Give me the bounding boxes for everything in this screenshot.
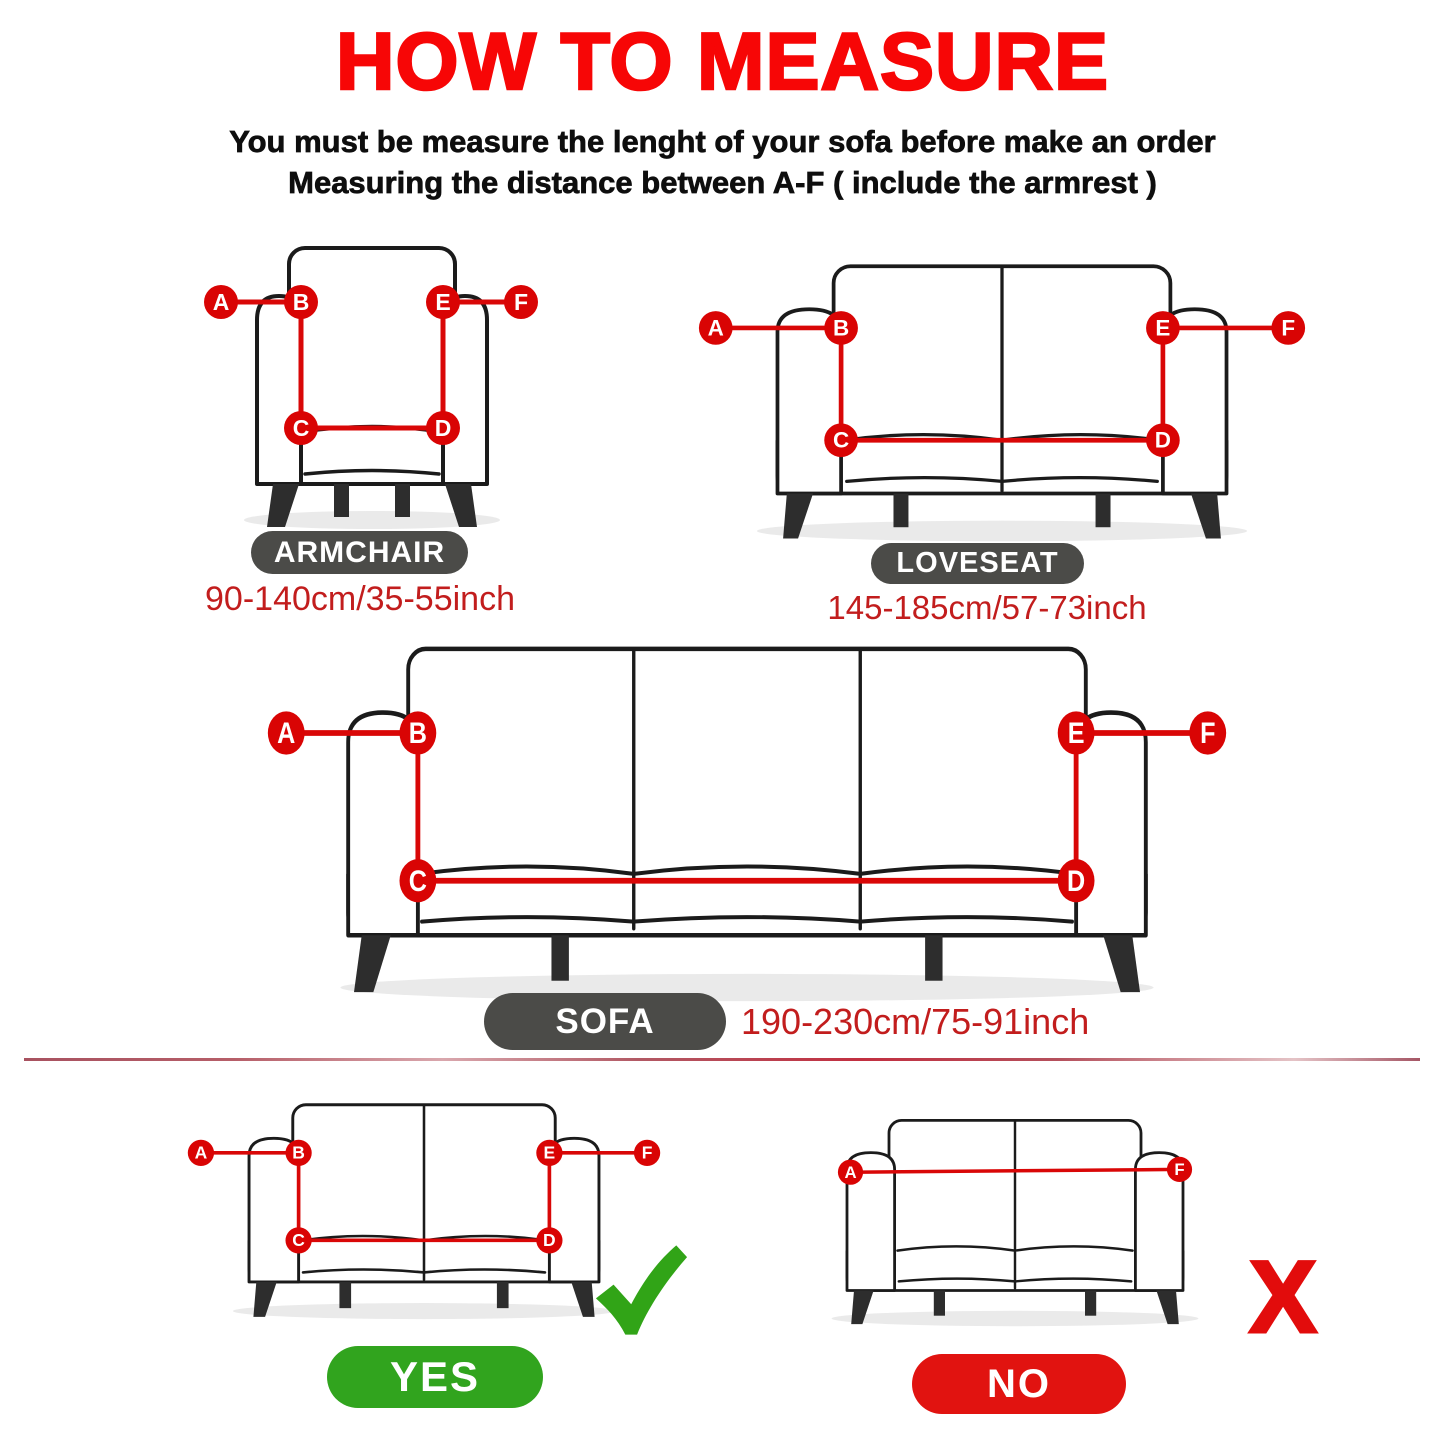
measure-marker-d: [426, 411, 460, 445]
sofa-label-pill: [484, 993, 726, 1050]
svg-text:F: F: [1174, 1160, 1185, 1179]
checkmark-icon: [592, 1243, 690, 1338]
measure-marker-c: [824, 423, 858, 457]
svg-text:A: A: [707, 315, 724, 341]
section-divider: [24, 1058, 1420, 1061]
measure-marker-b: [285, 1140, 311, 1166]
svg-text:D: D: [1154, 427, 1172, 453]
yes-pill: [327, 1346, 543, 1408]
svg-text:A: A: [212, 289, 230, 315]
svg-text:B: B: [292, 1142, 305, 1163]
svg-text:C: C: [408, 864, 427, 898]
svg-text:B: B: [292, 289, 310, 315]
armchair-size-range: 90-140cm/35-55inch: [205, 580, 515, 618]
svg-text:F: F: [1281, 315, 1296, 341]
svg-text:A: A: [844, 1162, 857, 1182]
measure-marker-f: [1167, 1157, 1192, 1182]
incorrect-measure-diagram: [784, 1112, 1246, 1329]
svg-text:F: F: [641, 1142, 653, 1163]
measure-marker-e: [1146, 311, 1180, 345]
measure-marker-c: [284, 411, 318, 445]
subtitle: [0, 121, 1445, 203]
svg-text:D: D: [543, 1230, 556, 1251]
armchair-diagram: [197, 236, 547, 531]
loveseat-label: LOVESEAT: [896, 547, 1059, 579]
sofa-diagram: [263, 633, 1231, 1008]
measure-marker-f: [634, 1140, 660, 1166]
svg-text:E: E: [435, 289, 451, 315]
x-mark-icon: X: [1248, 1240, 1318, 1354]
measure-marker-a: [699, 311, 733, 345]
yes-label: YES: [389, 1353, 481, 1400]
measure-marker-a: [204, 285, 238, 319]
measure-marker-f: [1271, 311, 1305, 345]
measure-marker-c: [285, 1227, 311, 1253]
svg-text:D: D: [434, 415, 452, 441]
measure-marker-f: [1189, 711, 1226, 754]
svg-text:F: F: [513, 289, 529, 315]
loveseat-label-pill: [871, 543, 1084, 584]
measure-marker-b: [399, 711, 436, 754]
measure-marker-e: [536, 1140, 562, 1166]
svg-text:C: C: [292, 415, 310, 441]
measure-marker-e: [426, 285, 460, 319]
page-title: HOW TO MEASURE: [335, 17, 1110, 107]
subtitle-line-1: You must be measure the lenght of your sofa before make an order: [229, 124, 1216, 159]
armchair-label-pill: [251, 531, 468, 574]
measure-marker-b: [284, 285, 318, 319]
measure-marker-d: [1146, 423, 1180, 457]
svg-text:B: B: [832, 315, 850, 341]
sofa-size-range: 190-230cm/75-91inch: [741, 1001, 1090, 1042]
measure-marker-c: [399, 859, 436, 902]
svg-text:A: A: [194, 1142, 208, 1163]
svg-text:C: C: [832, 427, 850, 453]
measure-marker-b: [824, 311, 858, 345]
measure-marker-d: [536, 1227, 562, 1253]
measure-marker-f: [504, 285, 538, 319]
measure-marker-d: [1058, 859, 1095, 902]
measure-marker-a: [838, 1160, 863, 1185]
svg-text:B: B: [408, 716, 427, 750]
svg-text:D: D: [1067, 864, 1086, 898]
no-pill: [912, 1354, 1126, 1414]
svg-text:C: C: [292, 1230, 305, 1251]
svg-text:E: E: [543, 1142, 556, 1163]
armchair-label: ARMCHAIR: [273, 535, 446, 569]
svg-text:F: F: [1200, 716, 1216, 750]
svg-text:E: E: [1155, 315, 1171, 341]
svg-text:A: A: [277, 716, 296, 750]
subtitle-line-2: Measuring the distance between A-F ( include the armrest ): [288, 165, 1157, 200]
sofa-label: SOFA: [555, 1001, 655, 1041]
no-label: NO: [987, 1361, 1051, 1406]
loveseat-diagram: [693, 255, 1311, 545]
measure-marker-a: [188, 1140, 214, 1166]
measure-marker-a: [268, 711, 305, 754]
loveseat-size-range: 145-185cm/57-73inch: [827, 589, 1147, 626]
svg-text:E: E: [1067, 716, 1085, 750]
measure-marker-e: [1058, 711, 1095, 754]
